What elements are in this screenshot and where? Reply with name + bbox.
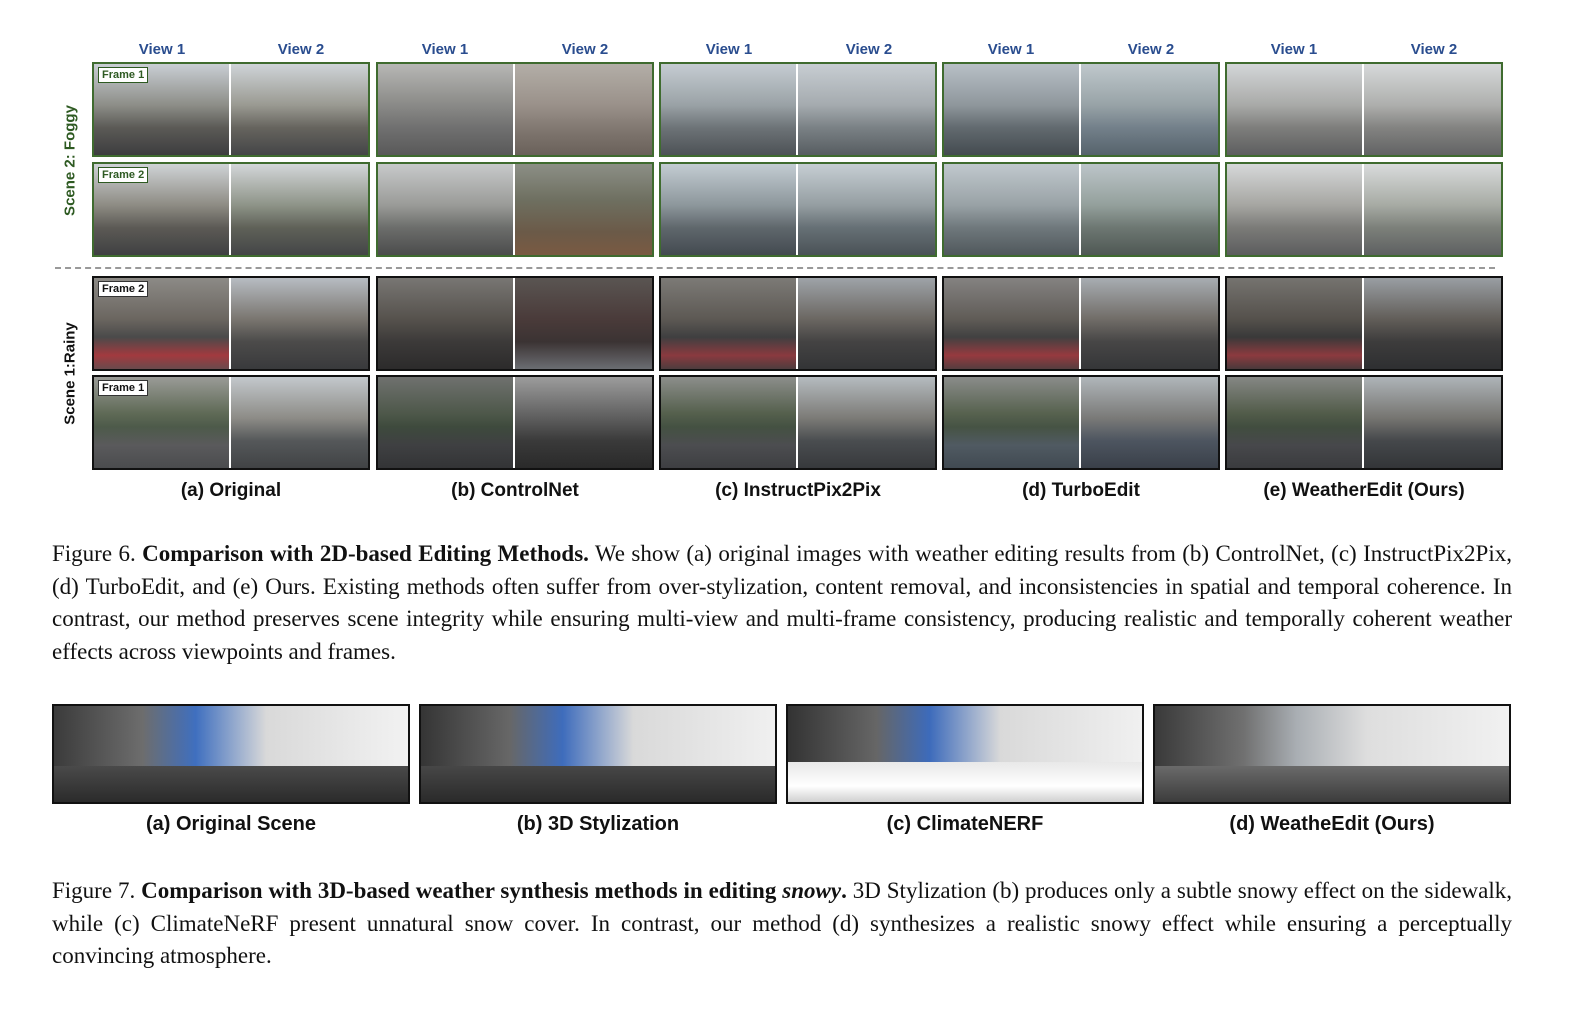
figure-number: Figure 7. bbox=[52, 878, 136, 903]
method-caption-turboedit: (d) TurboEdit bbox=[1022, 480, 1140, 501]
frame-tag: Frame 2 bbox=[98, 281, 148, 297]
caption-body: 3D Stylization (b) produces only a subtle snowy effect on the sidewalk, while (c) ClimateNeRF present unnatural snow cover. In contrast, our method (d) synthesizes a realistic snowy effect while ensuring a perceptually convincing atmosphere. bbox=[52, 878, 1513, 968]
image-controlnet-rainy-frame1 bbox=[376, 375, 654, 470]
view-label: View 2 bbox=[1410, 41, 1458, 58]
scene-label-foggy: Scene 2: Foggy bbox=[61, 105, 79, 216]
view-label: View 2 bbox=[561, 41, 609, 58]
caption-body: We show (a) original images with weather editing results from (b) ControlNet, (c) InstructPix2Pix, (d) TurboEdit, and (e) Ours. Existing methods often suffer from over-stylization, content removal, and inconsistencies in spatial and temporal coherence. In contrast, our method preserves scene integrity while ensuring multi-view and multi-frame consistency, producing realistic and temporally coherent weather effects across viewpoints and frames. bbox=[52, 541, 1512, 664]
view-label: View 1 bbox=[705, 41, 753, 58]
image-weatheredit-rainy-frame2 bbox=[1225, 276, 1503, 371]
image-original-rainy-frame2 bbox=[92, 276, 370, 371]
image-turboedit-rainy-frame1 bbox=[942, 375, 1220, 470]
view-label: View 1 bbox=[421, 41, 469, 58]
scene-divider bbox=[55, 267, 1495, 269]
image-3d-stylization bbox=[419, 704, 777, 804]
image-instructpix2pix-rainy-frame2 bbox=[659, 276, 937, 371]
view-label: View 2 bbox=[1127, 41, 1175, 58]
image-weatheredit-rainy-frame1 bbox=[1225, 375, 1503, 470]
view-label: View 1 bbox=[138, 41, 186, 58]
image-weatheredit-foggy-frame1 bbox=[1225, 62, 1503, 157]
caption-title: Comparison with 2D-based Editing Methods. bbox=[142, 541, 589, 566]
image-turboedit-rainy-frame2 bbox=[942, 276, 1220, 371]
frame-tag: Frame 2 bbox=[98, 167, 148, 183]
frame-tag: Frame 1 bbox=[98, 380, 148, 396]
method-caption-original-scene: (a) Original Scene bbox=[145, 813, 317, 835]
caption-title-italic: snowy bbox=[782, 878, 842, 903]
image-weatheredit-foggy-frame2 bbox=[1225, 162, 1503, 257]
method-caption-original: (a) Original bbox=[180, 480, 282, 501]
view-label: View 2 bbox=[277, 41, 325, 58]
image-turboedit-foggy-frame1 bbox=[942, 62, 1220, 157]
image-controlnet-rainy-frame2 bbox=[376, 276, 654, 371]
method-caption-3d-stylization: (b) 3D Stylization bbox=[516, 813, 680, 835]
image-weatheredit bbox=[1153, 704, 1511, 804]
image-turboedit-foggy-frame2 bbox=[942, 162, 1220, 257]
figure-7-caption bbox=[52, 875, 1512, 973]
image-instructpix2pix-foggy-frame1 bbox=[659, 62, 937, 157]
view-label: View 1 bbox=[1270, 41, 1318, 58]
caption-title-suffix: . bbox=[841, 878, 847, 903]
method-caption-weatheredit: (d) WeatheEdit (Ours) bbox=[1229, 813, 1435, 835]
figure-number: Figure 6. bbox=[52, 541, 136, 566]
image-climatenerf bbox=[786, 704, 1144, 804]
image-original-foggy-frame1 bbox=[92, 62, 370, 157]
image-controlnet-foggy-frame1 bbox=[376, 62, 654, 157]
image-original-scene bbox=[52, 704, 410, 804]
image-controlnet-foggy-frame2 bbox=[376, 162, 654, 257]
view-label: View 1 bbox=[987, 41, 1035, 58]
view-label: View 2 bbox=[845, 41, 893, 58]
method-caption-weatheredit: (e) WeatherEdit (Ours) bbox=[1263, 480, 1465, 501]
caption-title: Comparison with 3D-based weather synthesis methods in editing bbox=[141, 878, 777, 903]
image-original-foggy-frame2 bbox=[92, 162, 370, 257]
frame-tag: Frame 1 bbox=[98, 67, 148, 83]
image-original-rainy-frame1 bbox=[92, 375, 370, 470]
image-instructpix2pix-rainy-frame1 bbox=[659, 375, 937, 470]
scene-label-rainy: Scene 1:Rainy bbox=[61, 322, 79, 425]
image-instructpix2pix-foggy-frame2 bbox=[659, 162, 937, 257]
method-caption-climatenerf: (c) ClimateNERF bbox=[886, 813, 1044, 835]
method-caption-controlnet: (b) ControlNet bbox=[451, 480, 579, 501]
figure-6-caption bbox=[52, 538, 1512, 668]
method-caption-instructpix2pix: (c) InstructPix2Pix bbox=[715, 480, 881, 501]
